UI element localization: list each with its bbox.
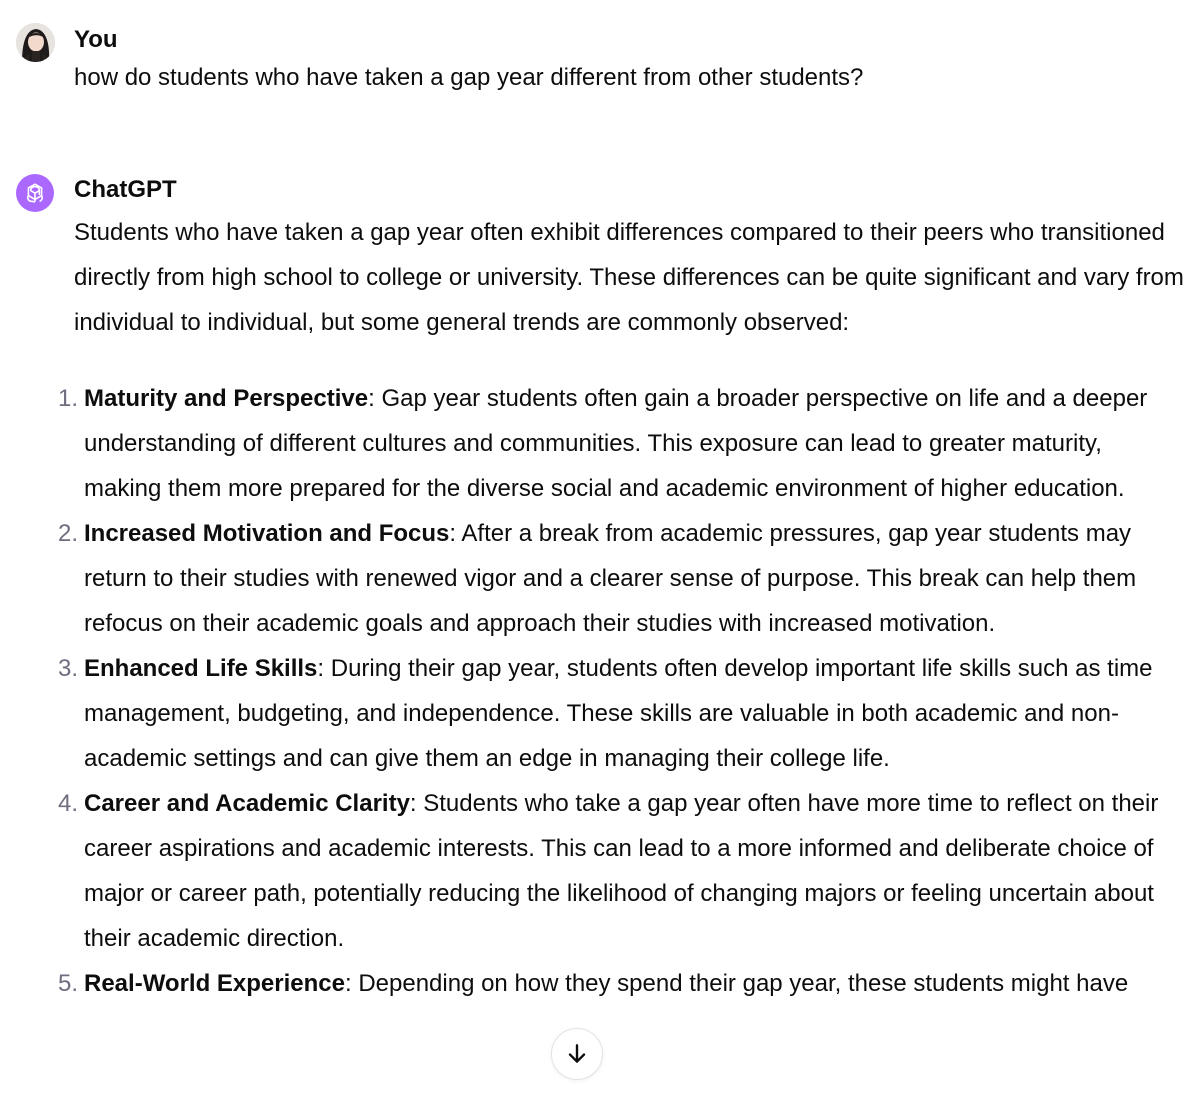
- user-message-text: how do students who have taken a gap year different from other students?: [74, 64, 864, 91]
- list-item-term: Enhanced Life Skills: [84, 655, 318, 682]
- assistant-message-body: [57, 210, 1184, 1006]
- chatgpt-author-label: ChatGPT: [74, 176, 177, 203]
- chatgpt-avatar: [16, 174, 54, 212]
- list-item: [57, 781, 1184, 961]
- user-avatar: [16, 23, 55, 62]
- list-item: [57, 511, 1184, 646]
- list-item-text: : Gap year students often gain a broader perspective on life and a deeper understanding of different cultures and communities. This exposure can lead to greater maturity, making them more prepared for the diverse social and academic environment of higher education.: [84, 385, 1148, 502]
- list-item-text: : Depending on how they spend their gap year, these students might have: [344, 970, 1129, 997]
- list-item: [57, 646, 1184, 781]
- list-item-number: 2.: [57, 520, 78, 547]
- list-item-number: 3.: [57, 655, 78, 682]
- list-item: [57, 961, 1184, 1006]
- list-item-term: Career and Academic Clarity: [84, 790, 410, 817]
- list-item: [57, 376, 1184, 511]
- assistant-numbered-list: [57, 376, 1184, 1006]
- list-item-text: : After a break from academic pressures, gap year students may return to their studies with renewed vigor and a clearer sense of purpose. This break can help them refocus on their academic goals and approach their studies with increased motivation.: [84, 520, 1137, 637]
- arrow-down-icon: [564, 1041, 590, 1067]
- list-item-term: Maturity and Perspective: [84, 385, 369, 412]
- list-item-text: : Students who take a gap year often have more time to reflect on their career aspirations and academic interests. This can lead to a more informed and deliberate choice of major or career path, potentially reducing the likelihood of changing majors or feeling uncertain about their academic direction.: [84, 790, 1159, 952]
- list-item-number: 1.: [57, 385, 78, 412]
- assistant-intro-paragraph: Students who have taken a gap year often exhibit differences compared to their peers who transitioned directly from high school to college or university. These differences can be quite significant and vary from individual to individual, but some general trends are commonly observed:: [74, 219, 1184, 336]
- list-item-term: Real-World Experience: [84, 970, 345, 997]
- user-author-label: You: [74, 26, 118, 53]
- list-item-text: : During their gap year, students often develop important life skills such as time management, budgeting, and independence. These skills are valuable in both academic and non-academic settings and can give them an edge in managing their college life.: [84, 655, 1153, 772]
- list-item-number: 4.: [57, 790, 78, 817]
- scroll-to-bottom-button[interactable]: [551, 1028, 603, 1080]
- openai-logo-icon: [23, 181, 47, 205]
- user-avatar-image: [16, 23, 55, 62]
- list-item-term: Increased Motivation and Focus: [84, 520, 450, 547]
- list-item-number: 5.: [57, 970, 78, 997]
